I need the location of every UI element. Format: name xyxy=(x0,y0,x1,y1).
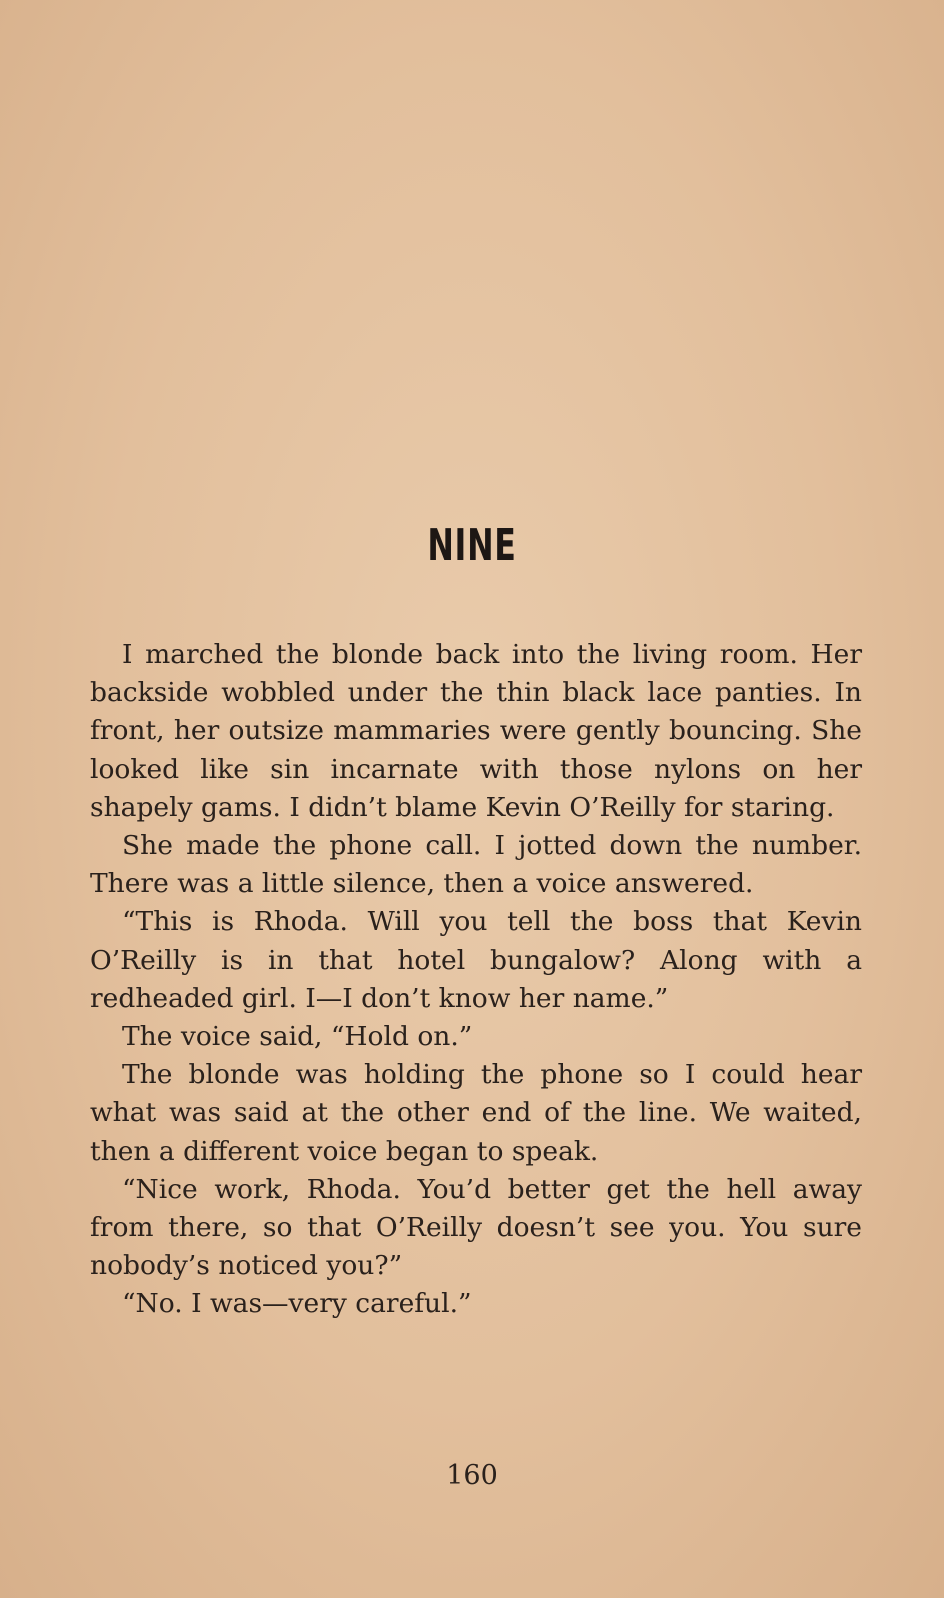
paragraph: The voice said, “Hold on.” xyxy=(122,1021,473,1053)
paragraph: “This is Rhoda. Will you tell the boss that Kevin O’Reilly is in that hotel bungalow? Along with a redheaded girl. I—I don’t know her name.” xyxy=(90,906,862,1014)
paragraph: “No. I was—very careful.” xyxy=(122,1288,472,1320)
paragraph: The blonde was holding the phone so I could hear what was said at the other end of the line. We waited, then a different voice began to speak. xyxy=(90,1059,862,1167)
chapter-body xyxy=(90,636,862,1324)
page-number: 160 xyxy=(446,1460,498,1491)
paragraph: I marched the blonde back into the living room. Her backside wobbled under the thin black lace panties. In front, her outsize mammaries were gently bouncing. She looked like sin incarnate with those nylons on her shapely gams. I didn’t blame Kevin O’Reilly for staring. xyxy=(90,639,862,823)
paragraph: “Nice work, Rhoda. You’d better get the hell away from there, so that O’Reilly doesn’t see you. You sure nobody’s noticed you?” xyxy=(90,1173,862,1282)
chapter-title: NINE xyxy=(427,520,517,571)
paragraph: She made the phone call. I jotted down the number. There was a little silence, then a voice answered. xyxy=(90,830,862,900)
